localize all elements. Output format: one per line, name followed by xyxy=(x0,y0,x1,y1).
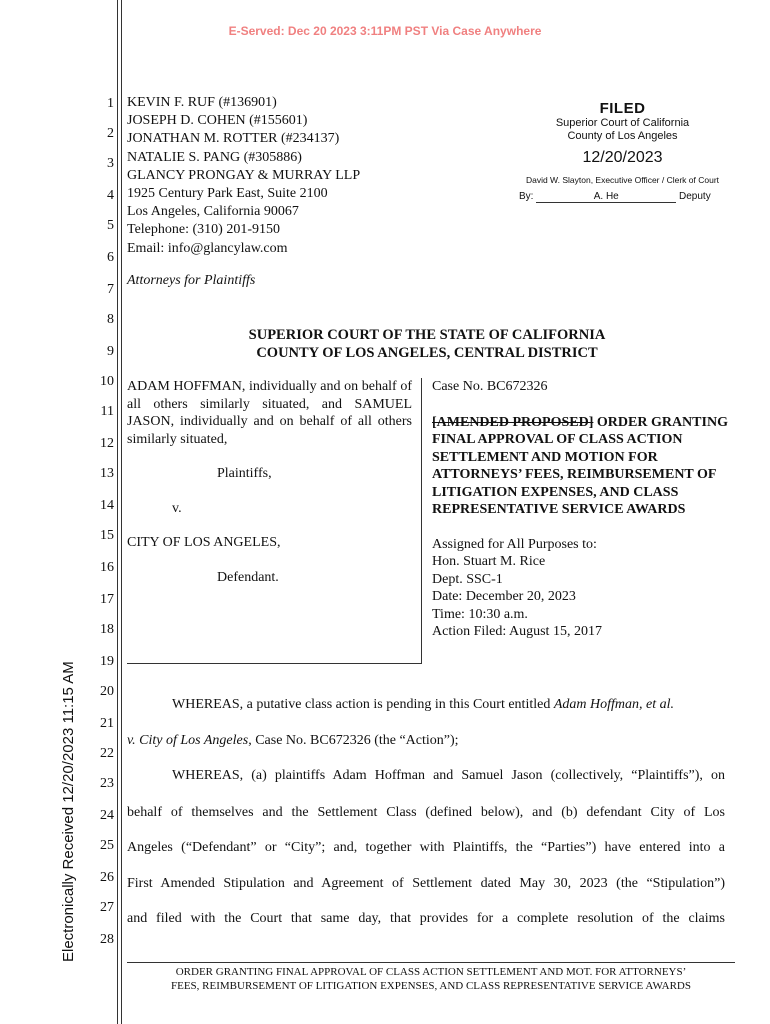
body-line: WHEREAS, (a) plaintiffs Adam Hoffman and Samuel Jason (collectively, “Plaintiffs”), on xyxy=(172,768,725,783)
attorney-line: Telephone: (310) 201-9150 xyxy=(127,222,280,238)
filed-by-row xyxy=(505,191,740,203)
line-number: 25 xyxy=(100,838,114,853)
document-title xyxy=(432,414,732,519)
body-line: Angeles (“Defendant” or “City”; and, together with Plaintiffs, the “Parties”) have entered into a xyxy=(127,840,725,855)
case-number: Case No. BC672326 xyxy=(432,379,548,394)
line-number: 17 xyxy=(100,592,114,607)
line-number: 15 xyxy=(100,528,114,543)
margin-rule-left-inner xyxy=(121,0,122,1024)
body-text: WHEREAS, a putative class action is pending in this Court entitled xyxy=(172,697,554,712)
attorneys-for-plaintiffs: Attorneys for Plaintiffs xyxy=(127,273,256,288)
filed-deputy-name: A. He xyxy=(536,191,676,203)
line-number: 5 xyxy=(107,218,114,233)
line-number: 8 xyxy=(107,312,114,327)
line-number: 10 xyxy=(100,374,114,389)
case-name-italic: v. City of Los Angeles xyxy=(127,733,249,748)
line-number: 23 xyxy=(100,776,114,791)
struck-text: [AMENDED PROPOSED] xyxy=(432,414,594,430)
filed-court: Superior Court of California xyxy=(555,117,690,129)
court-heading xyxy=(127,326,727,362)
page-footer xyxy=(127,962,735,993)
body-line: First Amended Stipulation and Agreement of Settlement dated May 30, 2023 (the “Stipulation”) xyxy=(127,876,725,891)
line-number: 6 xyxy=(107,250,114,265)
attorney-line: KEVIN F. RUF (#136901) xyxy=(127,95,277,110)
attorney-line: GLANCY PRONGAY & MURRAY LLP xyxy=(127,167,361,183)
line-number: 13 xyxy=(100,466,114,481)
case-info xyxy=(432,378,732,641)
body-line xyxy=(127,733,725,749)
body-text: , Case No. BC672326 (the “Action”); xyxy=(248,733,459,748)
line-number: 27 xyxy=(100,900,114,915)
electronically-received-stamp: Electronically Received 12/20/2023 11:15 AM xyxy=(60,661,77,962)
line-number: 11 xyxy=(100,404,114,419)
plaintiffs-text: ADAM HOFFMAN, individually and on behalf of all others similarly situated, and SAMUEL JASON, individually and on behalf of all others similarly situated, xyxy=(127,379,412,447)
body-paragraph xyxy=(127,697,725,713)
caption-parties xyxy=(127,378,412,586)
filed-stamp xyxy=(505,100,740,203)
assigned-label: Assigned for All Purposes to: xyxy=(432,536,597,552)
filed-deputy-label: Deputy xyxy=(679,191,711,202)
document-title-text: ORDER GRANTING FINAL APPROVAL OF CLASS ACTION SETTLEMENT AND MOTION FOR ATTORNEYS’ FEES, REIMBURSEMENT OF LITIGATION EXPENSES, AND CLASS REPRESENTATIVE SERVICE AWARDS xyxy=(432,414,728,517)
defendant-name: CITY OF LOS ANGELES, xyxy=(127,535,281,550)
caption-bottom-rule xyxy=(127,663,422,664)
caption-divider xyxy=(421,378,422,663)
footer-line-1: ORDER GRANTING FINAL APPROVAL OF CLASS ACTION SETTLEMENT AND MOT. FOR ATTORNEYS’ xyxy=(175,966,687,978)
line-number: 4 xyxy=(107,188,114,203)
line-number: 9 xyxy=(107,344,114,359)
attorney-line: Email: info@glancylaw.com xyxy=(127,240,288,256)
attorney-line: 1925 Century Park East, Suite 2100 xyxy=(127,186,328,202)
line-number: 2 xyxy=(107,126,114,141)
defendant-label: Defendant. xyxy=(217,569,279,585)
attorney-line: NATALIE S. PANG (#305886) xyxy=(127,149,302,165)
attorney-line: JONATHAN M. ROTTER (#234137) xyxy=(127,131,340,147)
body-line: behalf of themselves and the Settlement Class (defined below), and (b) defendant City of Los xyxy=(127,805,725,820)
line-number: 3 xyxy=(107,156,114,171)
line-number: 28 xyxy=(100,932,114,947)
filed-by-label: By: xyxy=(519,191,534,202)
line-number: 1 xyxy=(107,96,114,111)
case-name-italic: Adam Hoffman, et al. xyxy=(553,697,674,712)
versus: v. xyxy=(172,500,182,516)
judge: Hon. Stuart M. Rice xyxy=(432,554,546,569)
hearing-date: Date: December 20, 2023 xyxy=(432,589,576,604)
court-line-1: SUPERIOR COURT OF THE STATE OF CALIFORNIA xyxy=(248,327,606,343)
line-number: 16 xyxy=(100,560,114,575)
line-number: 18 xyxy=(100,622,114,637)
action-filed: Action Filed: August 15, 2017 xyxy=(432,624,602,639)
line-number: 12 xyxy=(100,436,114,451)
line-number: 24 xyxy=(100,808,114,823)
footer-line-2: FEES, REIMBURSEMENT OF LITIGATION EXPENSES, AND CLASS REPRESENTATIVE SERVICE AWARDS xyxy=(170,980,691,992)
filed-county: County of Los Angeles xyxy=(567,130,678,142)
filed-title: FILED xyxy=(599,100,646,117)
eserved-header: E-Served: Dec 20 2023 3:11PM PST Via Case Anywhere xyxy=(228,24,542,38)
hearing-time: Time: 10:30 a.m. xyxy=(432,606,528,622)
line-number: 22 xyxy=(100,746,114,761)
plaintiffs-label: Plaintiffs, xyxy=(217,466,272,481)
attorney-line: Los Angeles, California 90067 xyxy=(127,204,299,220)
department: Dept. SSC-1 xyxy=(432,571,503,587)
body-line: and filed with the Court that same day, that provides for a complete resolution of the claims xyxy=(127,911,725,926)
line-number: 20 xyxy=(100,684,114,699)
margin-rule-left xyxy=(117,0,118,1024)
filed-clerk: David W. Slayton, Executive Officer / Clerk of Court xyxy=(525,175,720,185)
court-line-2: COUNTY OF LOS ANGELES, CENTRAL DISTRICT xyxy=(256,345,598,361)
attorney-line: JOSEPH D. COHEN (#155601) xyxy=(127,113,308,129)
line-number: 21 xyxy=(100,716,114,731)
line-number: 19 xyxy=(100,654,114,669)
line-number: 7 xyxy=(107,282,114,297)
filed-date: 12/20/2023 xyxy=(582,149,663,166)
line-number: 14 xyxy=(100,498,114,513)
attorney-block xyxy=(127,94,360,258)
line-number: 26 xyxy=(100,870,114,885)
